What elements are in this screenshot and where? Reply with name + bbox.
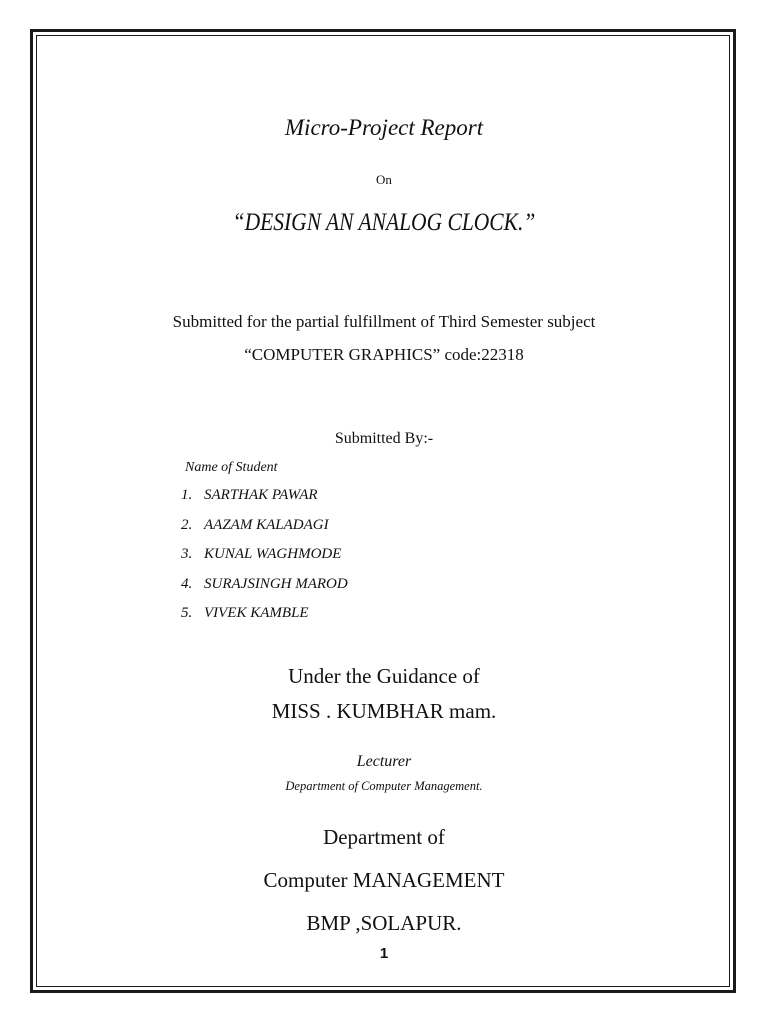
list-item — [181, 518, 348, 548]
page-number: 1 — [379, 945, 389, 962]
guidance-heading: Under the Guidance of — [288, 664, 480, 688]
guide-name: MISS . KUMBHAR mam. — [271, 699, 497, 723]
guide-designation: Lecturer — [356, 753, 412, 770]
department-line-3: BMP ,SOLAPUR. — [306, 911, 462, 935]
student-list — [181, 488, 348, 636]
report-title: Micro-Project Report — [284, 115, 484, 140]
list-item — [181, 606, 348, 636]
student-name: KUNAL WAGHMODE — [204, 546, 342, 562]
list-number: 1. — [181, 487, 193, 503]
list-item — [181, 577, 348, 607]
submission-purpose: Submitted for the partial fulfillment of Third Semester subject — [172, 312, 596, 331]
student-name: SARTHAK PAWAR — [204, 487, 318, 503]
student-name: SURAJSINGH MAROD — [204, 575, 348, 592]
guide-department: Department of Computer Management. — [285, 779, 483, 793]
list-item — [181, 488, 348, 518]
list-number: 3. — [181, 546, 193, 562]
list-item — [181, 547, 348, 577]
project-title: “DESIGN AN ANALOG CLOCK.” — [232, 209, 536, 236]
list-number: 2. — [181, 516, 193, 533]
student-name: VIVEK KAMBLE — [204, 605, 309, 621]
department-line-1: Department of — [323, 825, 445, 849]
list-number: 4. — [181, 575, 193, 592]
submitted-by-heading: Submitted By:- — [334, 430, 434, 447]
on-label: On — [376, 172, 392, 187]
list-number: 5. — [181, 605, 193, 621]
department-line-2: Computer MANAGEMENT — [263, 868, 505, 892]
student-name-label: Name of Student — [185, 460, 278, 475]
student-name: AAZAM KALADAGI — [204, 516, 329, 533]
subject-line: “COMPUTER GRAPHICS” code:22318 — [244, 345, 524, 364]
